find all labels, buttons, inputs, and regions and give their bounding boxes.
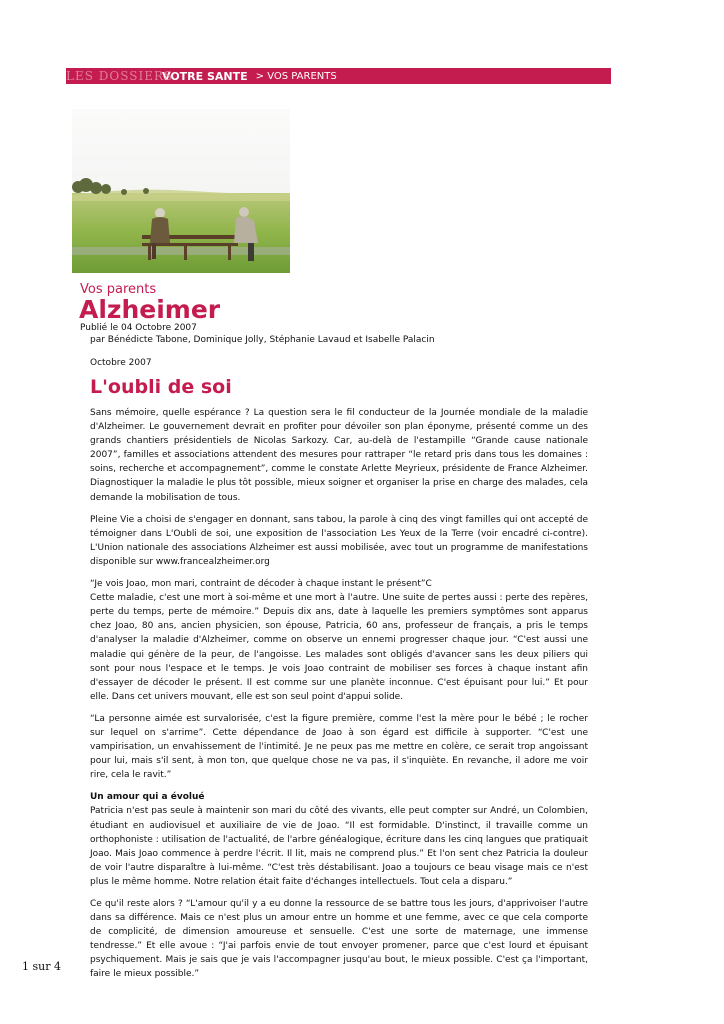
article-title: Alzheimer: [79, 295, 221, 324]
paragraph: Sans mémoire, quelle espérance ? La question sera le fil conducteur de la Journée mondiale de la maladie d'Alzheimer. Le gouvernement devrait en profiter pour dévoiler son plan éponyme, présenté comme un des grands chantiers présidentiels de Nicolas Sarkozy. Car, au-delà de l'estampille “Grande cause nationale 2007”, familles et associations attendent des mesures pour rattraper “le retard pris dans tous les domaines : soins, recherche et accompagnement”, comme le constate Arlette Meyrieux, présidente de France Alzheimer. Diagnostiquer la maladie le plus tôt possible, mieux soigner et organiser la prise en charge des malades, cela demande la mobilisation de tous.: [90, 408, 588, 503]
paragraph: Cette maladie, c'est une mort à soi-même et une mort à l'autre. Une suite de pertes aussi : perte des repères, perte du temps, perte de mémoire.” Depuis dix ans, date à laquelle les premiers symptômes sont apparus chez Joao, 80 ans, ancien physicien, son épouse, Patricia, 60 ans, professeur de français, a pris le temps d'analyser la maladie d'Alzheimer, comme on observe un ennemi progresser chaque jour. “C'est aussi une maladie qui génère de la peur, de l'angoisse. Les malades sont obligés d'avancer sans les deux piliers qui sont pour nous l'espace et le temps. Je vois Joao contraint de mobiliser ses forces à chaque instant afin d'essayer de décoder le présent. Il est comme sur une planète inconnue. C'est épuisant pour lui.” Et pour elle. Dans cet univers mouvant, elle est son seul point d'appui solide.: [90, 593, 588, 702]
paragraph: Ce qu'il reste alors ? “L'amour qu'il y a eu donne la ressource de se battre tous les jours, d'apprivoiser l'autre dans sa différence. Mais ce n'est plus un amour entre un homme et une femme, avec ce que cela comporte de complicité, de dimension amoureuse et sensuelle. C'est une sorte de maternage, une immense tendresse.” Et elle avoue : “J'ai parfois envie de tout envoyer promener, parce que c'est lourd et épuisant psychiquement. Mais je sais que je vais l'accompagner jusqu'au bout, le mieux possible. C'est ça l'important, faire le mieux possible.”: [90, 899, 588, 980]
paragraph: “La personne aimée est survalorisée, c'est la figure première, comme l'est la mère pour le bébé ; le rocher sur lequel on s'arrime”. Cette dépendance de Joao à son égard est difficile à supporter. “C'est une vampirisation, un envahissement de l'intimité. Je ne peux pas me mettre en colère, ce serait trop angoissant pour lui, mais s'il sent, à mon ton, que quelque chose ne va pas, il s'inquiète. En revanche, il adore me voir rire, cela le ravit.”: [90, 713, 588, 781]
article-body: [90, 406, 588, 990]
article-month: Octobre 2007: [90, 358, 152, 368]
subheading: Un amour qui a évolué: [90, 792, 205, 803]
breadcrumb[interactable]: > VOS PARENTS: [255, 70, 337, 82]
section-banner: [66, 68, 611, 84]
article-kicker[interactable]: Vos parents: [80, 282, 157, 297]
paragraph: Patricia n'est pas seule à maintenir son mari du côté des vivants, elle peut compter sur André, un Colombien, étudiant en audiovisuel et auxiliaire de vie de Joao. “Il est formidable. D'instinct, il travaille comme un orthophoniste : utilisation de l'actualité, de l'arbre généalogique, écriture dans les cinq langues que pratiquait Joao. Mais Joao commence à perdre l'écrit. Il lit, mais ne comprend plus.” Et l'on sent chez Patricia la douleur de voir l'autre disparaître à lui-même. “C'est très déstabilisant. Joao a toujours ce beau visage mais ce n'est plus le même homme. Notre relation était faite d'échanges intellectuels. Tout cela a disparu.”: [90, 806, 588, 887]
pull-quote: “Je vois Joao, mon mari, contraint de décoder à chaque instant le présent”C: [90, 579, 432, 590]
article-headline: L'oubli de soi: [90, 376, 232, 398]
section-title[interactable]: VOTRE SANTE: [162, 69, 248, 83]
published-date: Publié le 04 Octobre 2007: [80, 323, 197, 333]
authors: par Bénédicte Tabone, Dominique Jolly, Stéphanie Lavaud et Isabelle Palacin: [90, 335, 435, 345]
page-number: 1 sur 4: [22, 960, 61, 973]
paragraph: Pleine Vie a choisi de s'engager en donnant, sans tabou, la parole à cinq des vingt familles qui ont accepté de témoigner dans L'Oubli de soi, une exposition de l'association Les Yeux de la Terre (voir encadré ci-contre). L'Union nationale des associations Alzheimer est aussi mobilisée, avec tout un programme de manifestations disponible sur www.francealzheimer.org: [90, 514, 588, 567]
dossiers-logo: LES DOSSIERS: [66, 69, 174, 83]
article-photo: [72, 109, 290, 273]
